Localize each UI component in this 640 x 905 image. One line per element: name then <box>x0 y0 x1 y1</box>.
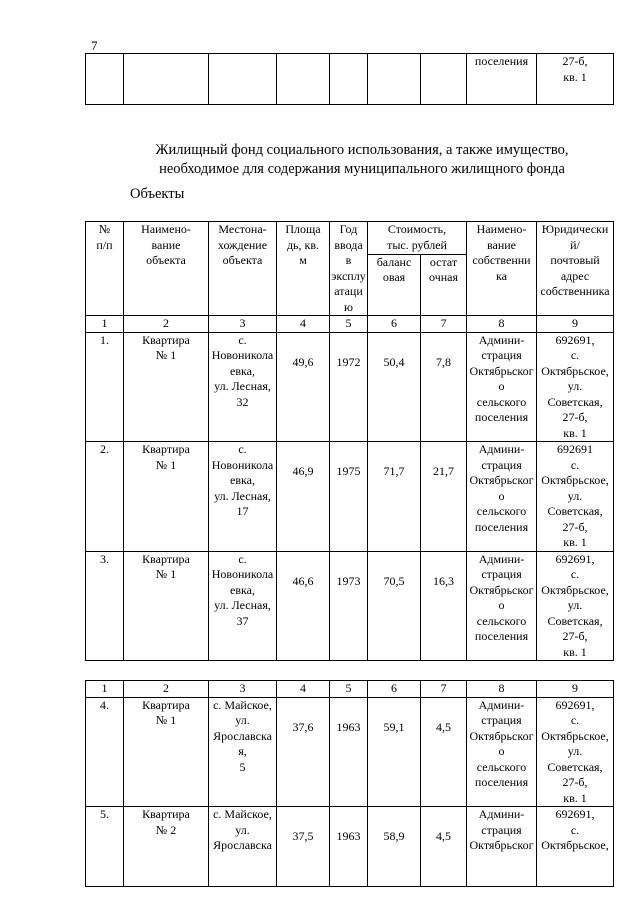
balance-value: 50,4 <box>368 332 421 442</box>
row-number: 1. <box>86 332 124 442</box>
cell-line: почтовый <box>550 253 600 267</box>
cell-line: о <box>498 598 505 612</box>
cell-line: Админи- <box>478 807 525 821</box>
cell-line: с. <box>238 551 247 566</box>
object-area: 37,5 <box>277 807 330 887</box>
column-number: 8 <box>467 316 537 333</box>
header-address <box>537 222 614 316</box>
cell-line: 27-б, <box>562 519 588 534</box>
cell-line: Стоимость, <box>387 222 447 236</box>
cell-line: Админи- <box>478 442 525 456</box>
residual-value: 4,5 <box>421 807 467 887</box>
owner-name <box>467 332 537 442</box>
column-number: 9 <box>537 316 614 333</box>
cell-line: страция <box>481 348 522 362</box>
continued-table <box>85 53 614 105</box>
cell-line: объекта <box>146 253 186 267</box>
cell-line: тыс. рублей <box>387 237 447 252</box>
section-title <box>84 141 640 179</box>
cell-line: № 2 <box>155 822 177 837</box>
object-area: 46,9 <box>277 442 330 552</box>
owner-address <box>537 697 614 807</box>
cell-line: 692691, <box>555 551 595 566</box>
page-number: 7 <box>91 38 98 53</box>
cell-line: вание <box>487 237 517 252</box>
object-year: 1972 <box>330 332 368 442</box>
cell-line: Октябрьское, <box>541 838 609 852</box>
cell-line: с. <box>570 348 580 362</box>
column-numbers-row <box>86 316 614 333</box>
cell-line: п/п <box>96 237 113 252</box>
object-row <box>86 442 614 552</box>
owner-name <box>467 697 537 807</box>
object-name <box>124 442 209 552</box>
cell-line: Октябрьског <box>469 728 534 743</box>
cell-line: с. <box>570 822 580 837</box>
cell-line: 692691, <box>555 697 595 712</box>
cell-line: № 1 <box>155 457 177 472</box>
cell-line: собственника <box>540 284 610 298</box>
cell-line: о <box>498 379 505 393</box>
cell-line: м <box>299 253 307 267</box>
owner-name <box>467 551 537 661</box>
cell-line: Октябрьског <box>469 363 534 378</box>
object-location <box>209 332 277 442</box>
cell-line: поселения <box>474 519 529 534</box>
object-area: 49,6 <box>277 332 330 442</box>
title-line: необходимое для содержания муниципального жилищного фонда <box>159 161 565 177</box>
cell-line: Октябрьског <box>469 473 534 487</box>
cell-line: 17 <box>236 504 249 518</box>
cell-line: Админи- <box>478 551 525 566</box>
header-balance <box>368 254 421 315</box>
cell-line: Октябрьског <box>469 838 534 852</box>
cell-line: в <box>345 253 352 267</box>
cell-line: кв. 1 <box>563 69 587 84</box>
cell-line: о <box>498 488 505 503</box>
cell-line: Наимено- <box>476 222 527 236</box>
object-year: 1973 <box>330 551 368 661</box>
object-name <box>124 332 209 442</box>
cell-line: вание <box>151 237 181 252</box>
owner-cell <box>467 54 537 105</box>
cell-line: 27-б, <box>562 775 588 789</box>
object-name <box>124 807 209 887</box>
header-area <box>277 222 330 316</box>
row-number: 5. <box>86 807 124 887</box>
column-number: 2 <box>124 316 209 333</box>
cell-line: поселения <box>474 629 529 643</box>
owner-address <box>537 332 614 442</box>
object-row <box>86 807 614 887</box>
cell-line: Октябрьског <box>469 582 534 597</box>
cell-line: Новоникола <box>211 457 274 472</box>
cell-line: Октябрьское, <box>541 728 609 743</box>
cell-line: дь, кв. <box>286 237 320 252</box>
cell-line: ввода <box>334 237 363 252</box>
cell-line: Квартира <box>142 807 190 821</box>
cell-line: 32 <box>236 394 249 409</box>
owner-address <box>537 551 614 661</box>
cell-line: с. Майское, <box>213 807 272 821</box>
cell-line: собственни <box>472 253 531 267</box>
cell-line: хождение <box>217 237 268 252</box>
row-number: 2. <box>86 442 124 552</box>
column-number: 7 <box>421 316 467 333</box>
cell-line: евка, <box>230 582 255 597</box>
cell <box>124 54 209 105</box>
cell-line: Октябрьское, <box>541 363 609 378</box>
cell-line: 692691 <box>557 442 594 456</box>
cell-line: с. <box>570 567 580 581</box>
cell-line: страция <box>481 822 522 837</box>
cell-line: Советская, <box>547 759 603 774</box>
cell-line: адрес <box>560 268 590 283</box>
cell-line: сельского <box>476 394 527 409</box>
cell-line: № 1 <box>155 348 177 362</box>
cell-line: Квартира <box>142 332 190 347</box>
objects-heading: Объекты <box>130 186 185 202</box>
owner-address <box>537 807 614 887</box>
column-number: 1 <box>86 316 124 333</box>
cell-line: Октябрьское, <box>541 473 609 487</box>
cell-line: 27-б, <box>562 54 588 68</box>
cell-line: Юридически <box>541 222 609 236</box>
title-line: Жилищный фонд социального использования, а также имущество, <box>155 142 569 158</box>
object-location <box>209 697 277 807</box>
cell-line: страция <box>481 567 522 581</box>
cell-line: сельского <box>476 504 527 518</box>
cell-line: Ярославска <box>213 728 272 743</box>
cell-line: ю <box>344 299 353 314</box>
object-year: 1975 <box>330 442 368 552</box>
cell-line: ул. <box>567 379 583 393</box>
row-number: 4. <box>86 697 124 807</box>
cell-line: о <box>498 744 505 758</box>
column-number: 4 <box>277 681 330 698</box>
cell-line: № <box>98 222 111 236</box>
cell-line: с. Майское, <box>213 697 272 712</box>
owner-address <box>537 442 614 552</box>
cell-line: 27-б, <box>562 410 588 424</box>
cell-line: евка, <box>230 363 255 378</box>
cell-line: Квартира <box>142 442 190 456</box>
cell-line: с. <box>238 332 247 347</box>
column-number: 5 <box>330 681 368 698</box>
column-number: 7 <box>421 681 467 698</box>
cell-line: ул. <box>235 713 250 727</box>
header-cost <box>368 222 467 255</box>
column-number: 8 <box>467 681 537 698</box>
balance-value: 59,1 <box>368 697 421 807</box>
cell-line: я, <box>238 744 247 758</box>
cell <box>86 54 124 105</box>
cell-line: № 1 <box>155 713 177 727</box>
continued-row <box>86 54 614 105</box>
cell-line: Админи- <box>478 332 525 347</box>
cell-line: остат <box>429 254 458 269</box>
cell-line: сельского <box>476 613 527 628</box>
column-number: 4 <box>277 316 330 333</box>
cell-line: Квартира <box>142 697 190 712</box>
cell-line: ул. <box>567 744 583 758</box>
object-name <box>124 697 209 807</box>
cell <box>330 54 368 105</box>
cell-line: поселения <box>474 54 529 68</box>
owner-name <box>467 442 537 552</box>
cell-line: 692691, <box>555 807 595 821</box>
cell-line: Октябрьское, <box>541 582 609 597</box>
cell-line: й/ <box>570 237 580 252</box>
cell-line: ул. <box>235 822 250 837</box>
cell-line: ул. Лесная, <box>214 488 271 503</box>
cell-line: кв. 1 <box>563 535 587 549</box>
cell-line: № 1 <box>155 567 177 581</box>
cell-line: страция <box>481 713 522 727</box>
cell-line: ул. <box>567 598 583 612</box>
header-location <box>209 222 277 316</box>
cell <box>209 54 277 105</box>
cell-line: 27-б, <box>562 629 588 643</box>
cell-line: ул. Лесная, <box>214 598 271 612</box>
cell-line: Ярославска <box>213 838 272 852</box>
cell-line: ка <box>496 268 507 283</box>
header-name <box>124 222 209 316</box>
cell-line: баланс <box>376 254 412 269</box>
balance-value: 70,5 <box>368 551 421 661</box>
column-number: 6 <box>368 681 421 698</box>
column-number: 3 <box>209 316 277 333</box>
cell-line: атаци <box>334 284 363 298</box>
cell-line: Местона- <box>218 222 267 236</box>
cell-line: овая <box>382 270 406 285</box>
balance-value: 58,9 <box>368 807 421 887</box>
column-number: 1 <box>86 681 124 698</box>
column-number: 3 <box>209 681 277 698</box>
header-number <box>86 222 124 316</box>
cell-line: эксплу <box>331 268 366 283</box>
object-location <box>209 551 277 661</box>
cell-line: поселения <box>474 775 529 789</box>
objects-table <box>85 221 614 661</box>
cell-line: Новоникола <box>211 567 274 581</box>
residual-value: 7,8 <box>421 332 467 442</box>
cell-line: Квартира <box>142 551 190 566</box>
cell-line: 37 <box>236 613 249 628</box>
object-name <box>124 551 209 661</box>
owner-name <box>467 807 537 887</box>
object-row <box>86 697 614 807</box>
header-owner <box>467 222 537 316</box>
residual-value: 21,7 <box>421 442 467 552</box>
cell-line: Наимено- <box>141 222 191 236</box>
cell-line: кв. 1 <box>563 425 587 440</box>
cell-line: 5 <box>239 759 246 774</box>
cell-line: с. <box>570 457 580 472</box>
residual-value: 4,5 <box>421 697 467 807</box>
column-number: 2 <box>124 681 209 698</box>
cell-line: евка, <box>230 473 255 487</box>
column-numbers-row <box>86 681 614 698</box>
cell-line: 692691, <box>555 332 595 347</box>
object-area: 37,6 <box>277 697 330 807</box>
cell-line: страция <box>481 457 522 472</box>
object-year: 1963 <box>330 697 368 807</box>
cell-line: с. <box>570 713 580 727</box>
column-number: 6 <box>368 316 421 333</box>
object-row <box>86 551 614 661</box>
address-cell <box>537 54 614 105</box>
cell <box>277 54 330 105</box>
cell-line: кв. 1 <box>563 790 587 805</box>
balance-value: 71,7 <box>368 442 421 552</box>
cell-line: поселения <box>474 410 529 424</box>
object-year: 1963 <box>330 807 368 887</box>
cell-line: Новоникола <box>211 348 274 362</box>
row-number: 3. <box>86 551 124 661</box>
cell-line: Советская, <box>547 394 603 409</box>
object-location <box>209 442 277 552</box>
cell-line: Админи- <box>478 697 525 712</box>
cell-line: объекта <box>222 253 263 267</box>
cell <box>368 54 421 105</box>
cell-line: Советская, <box>547 504 603 518</box>
cell-line: ул. <box>567 488 583 503</box>
cell-line: Год <box>339 222 358 236</box>
cell-line: с. <box>238 442 247 456</box>
cell-line: Площа <box>285 222 321 236</box>
cell-line: сельского <box>476 759 527 774</box>
object-location <box>209 807 277 887</box>
residual-value: 16,3 <box>421 551 467 661</box>
header-row <box>86 222 614 255</box>
cell-line: очная <box>429 270 458 285</box>
header-year <box>330 222 368 316</box>
objects-table-continued <box>85 680 614 887</box>
object-row <box>86 332 614 442</box>
column-number: 9 <box>537 681 614 698</box>
header-residual <box>421 254 467 315</box>
cell <box>421 54 467 105</box>
object-area: 46,6 <box>277 551 330 661</box>
column-number: 5 <box>330 316 368 333</box>
cell-line: кв. 1 <box>563 644 587 659</box>
cell-line: ул. Лесная, <box>214 379 271 393</box>
cell-line: Советская, <box>547 613 603 628</box>
